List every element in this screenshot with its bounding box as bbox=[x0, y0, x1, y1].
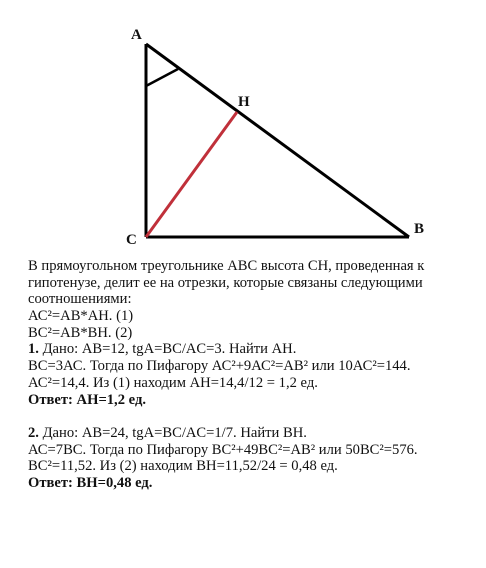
problem-1-answer bbox=[28, 392, 478, 409]
relation-1: АС²=АВ*АН. (1) bbox=[28, 308, 134, 325]
relation-2: ВС²=АВ*ВН. (2) bbox=[28, 324, 133, 341]
vertex-label-h: H bbox=[238, 94, 250, 110]
problem-2-number: 2. bbox=[28, 424, 39, 441]
problem-2-step-2: ВС²=11,52. Из (2) находим ВН=11,52/24 = 0,48 ед. bbox=[28, 458, 338, 475]
spacer bbox=[28, 408, 478, 425]
intro-paragraph: В прямоугольном треугольнике АВС высота СН, проведенная к гипотенузе, делит ее на отрезки, которые связаны следующими соотношениями: bbox=[28, 258, 425, 308]
vertex-label-b: B bbox=[414, 221, 425, 237]
problem-2-given-text: Дано: АВ=24, tgA=BC/AC=1/7. Найти ВН. bbox=[38, 424, 307, 441]
angle-mark-a bbox=[146, 69, 178, 86]
problem-2-answer bbox=[28, 475, 478, 492]
problem-1-step-2: АС²=14,4. Из (1) находим АН=14,4/12 = 1,2 ед. bbox=[28, 374, 318, 391]
problem-1-given bbox=[28, 341, 478, 358]
problem-2-answer-text: Ответ: ВН=0,48 ед. bbox=[28, 474, 153, 491]
problem-1-given-text: Дано: АВ=12, tgA=BC/AC=3. Найти АН. bbox=[38, 341, 297, 358]
problem-1-number: 1. bbox=[28, 341, 39, 358]
vertex-label-c: C bbox=[126, 232, 137, 248]
height-ch bbox=[146, 112, 237, 237]
solution-text bbox=[28, 258, 478, 492]
hypotenuse-ab bbox=[146, 44, 409, 237]
problem-1-answer-text: Ответ: АН=1,2 ед. bbox=[28, 391, 146, 408]
problem-2-given bbox=[28, 425, 478, 442]
triangle-figure bbox=[0, 0, 486, 250]
problem-1-step-1: ВС=3АС. Тогда по Пифагору АС²+9АС²=АВ² или 10АС²=144. bbox=[28, 358, 411, 375]
vertex-label-a: A bbox=[131, 27, 142, 43]
problem-2-step-1: АС=7ВС. Тогда по Пифагору ВС²+49ВС²=АВ² или 50ВС²=576. bbox=[28, 441, 418, 458]
